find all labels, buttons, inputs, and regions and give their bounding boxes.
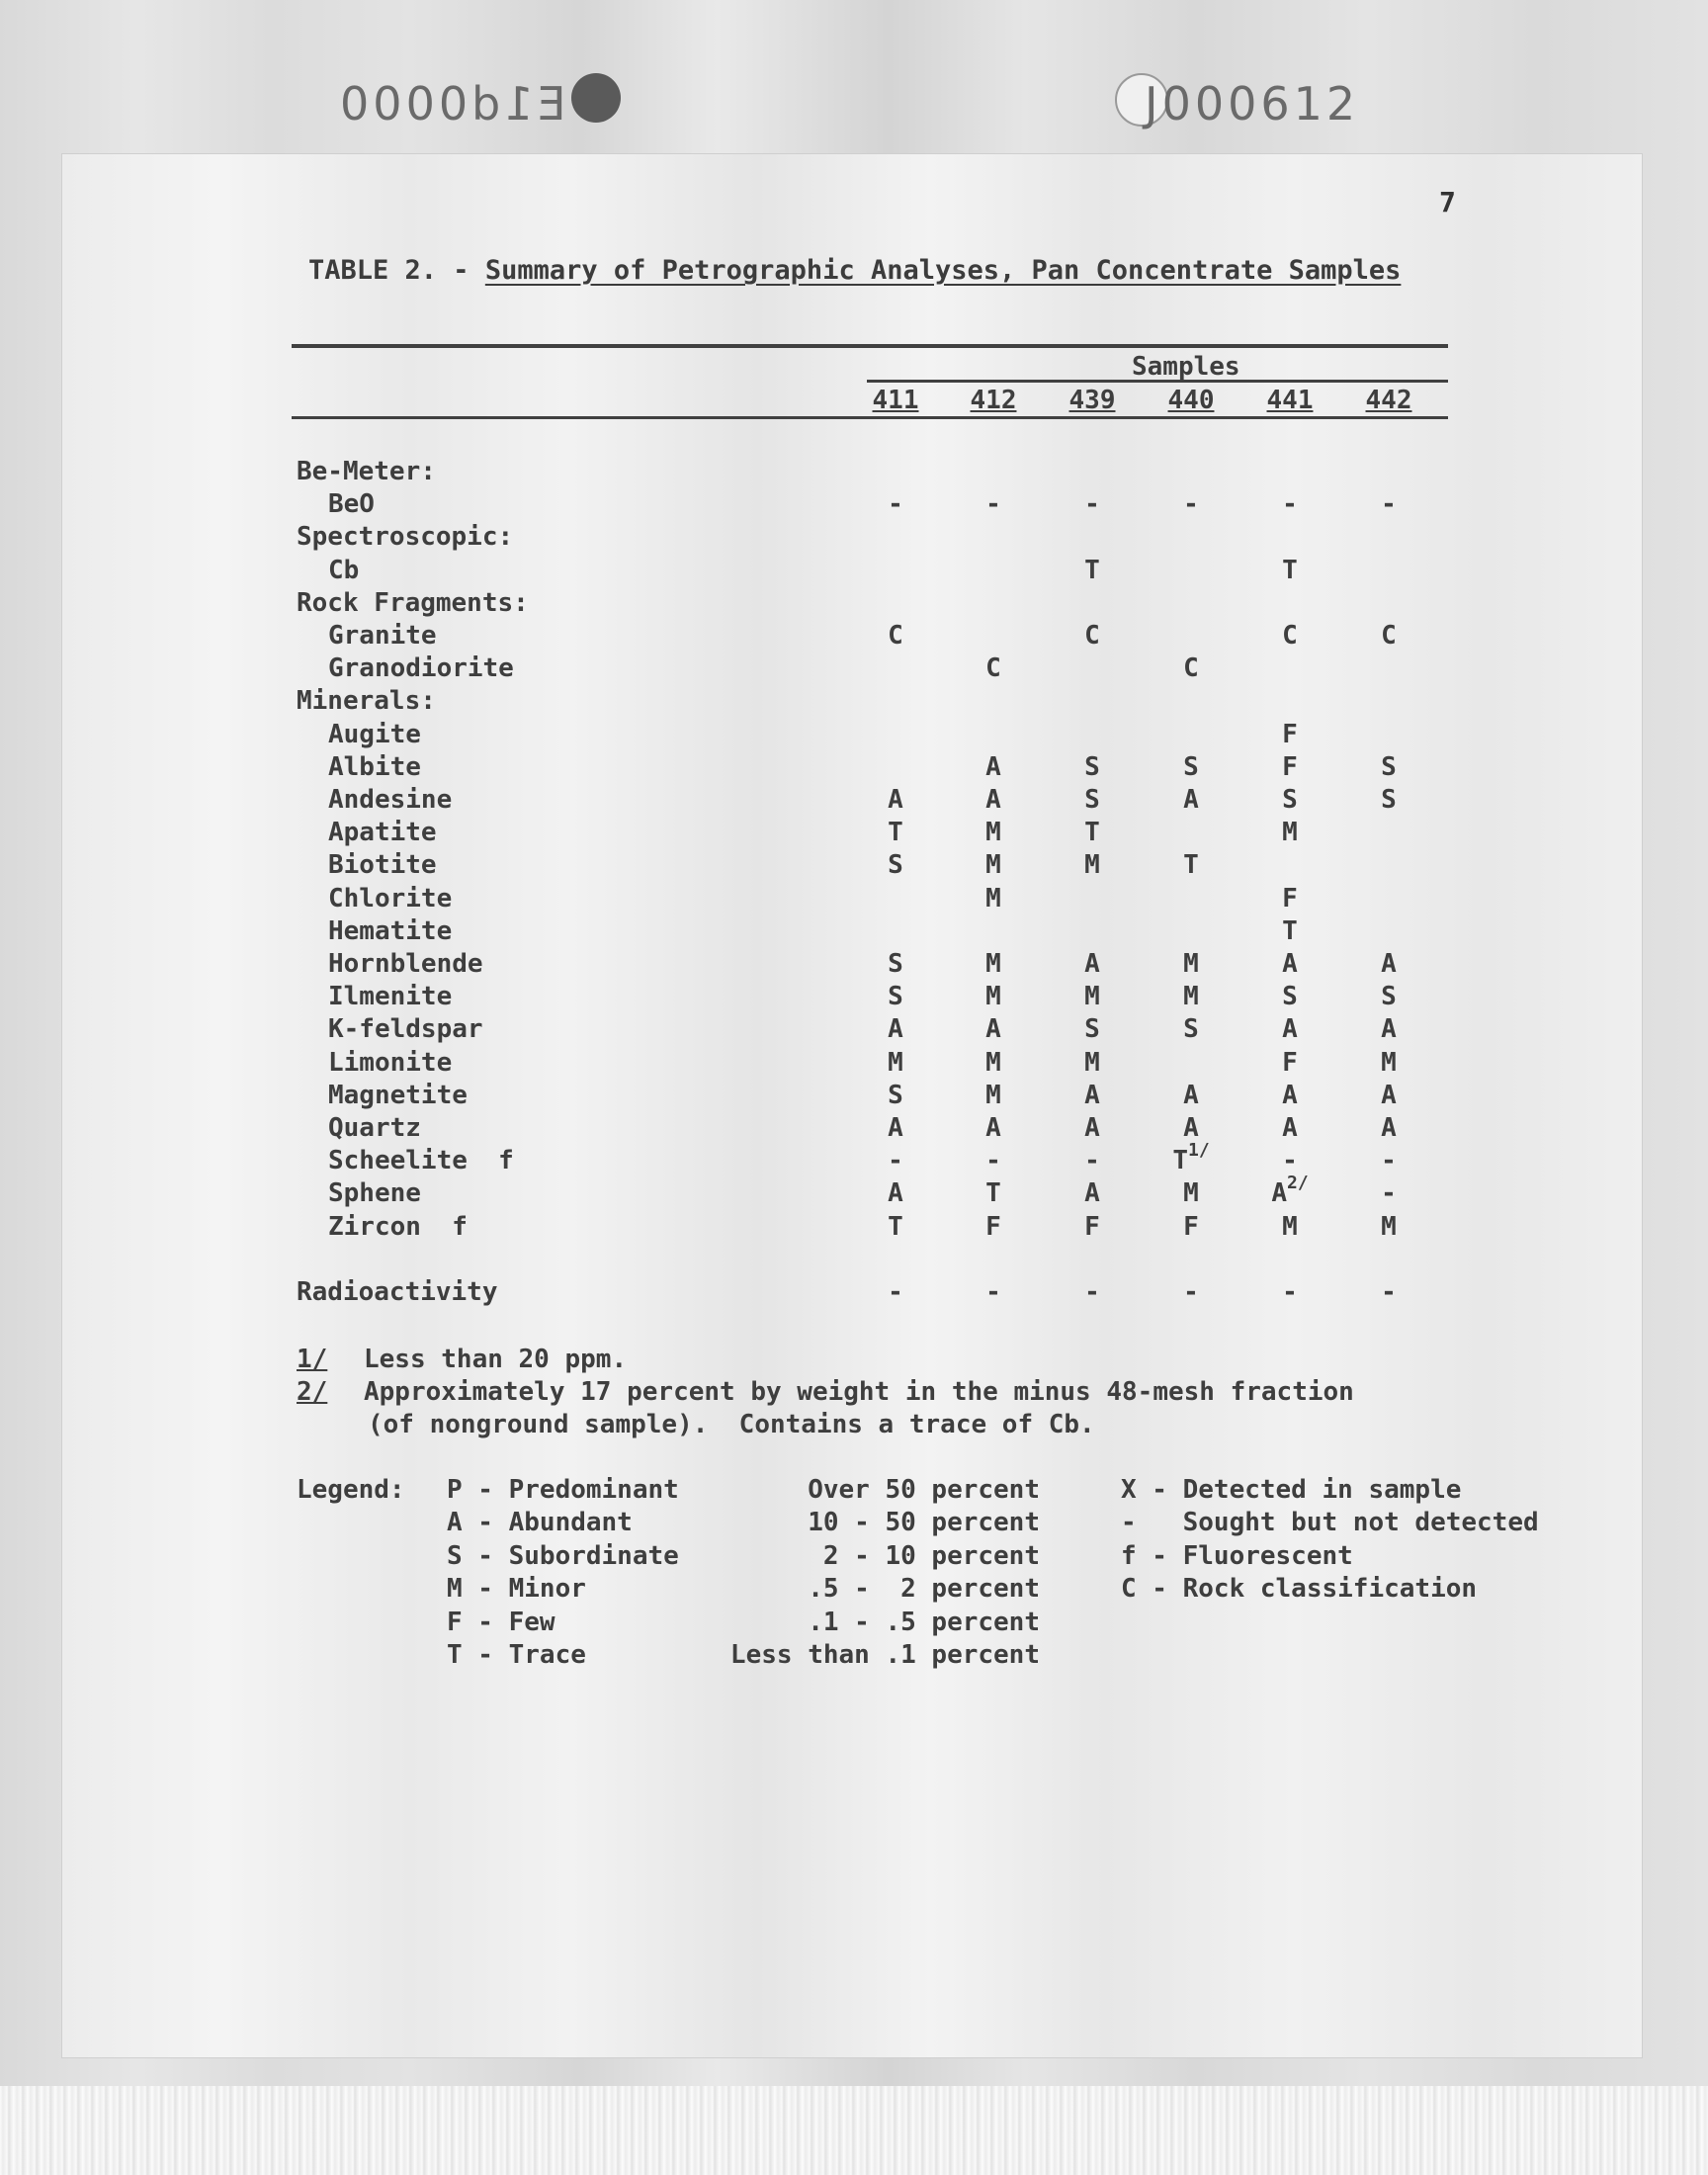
row-label: Cb bbox=[328, 555, 360, 585]
table-cell: A bbox=[1183, 785, 1199, 815]
column-header-442: 442 bbox=[1365, 386, 1412, 415]
footnote-mark: 1/ bbox=[297, 1345, 328, 1374]
page-number: 7 bbox=[1439, 186, 1456, 218]
radioactivity-label: Radioactivity bbox=[297, 1277, 498, 1307]
table-cell: C bbox=[1084, 621, 1100, 651]
row-label: Hornblende bbox=[328, 949, 483, 979]
section-label: Minerals: bbox=[297, 686, 436, 717]
table-cell: F bbox=[1282, 1047, 1298, 1078]
table-cell: - bbox=[1381, 489, 1397, 520]
footnote-text: Approximately 17 percent by weight in the minus 48-mesh fraction bbox=[364, 1377, 1354, 1407]
table-cell: - bbox=[1381, 1277, 1397, 1307]
table-cell: - bbox=[1084, 1277, 1100, 1307]
row-label: Andesine bbox=[328, 785, 453, 815]
legend-code: T - Trace bbox=[447, 1640, 586, 1670]
table-cell: T bbox=[1084, 818, 1100, 848]
table-cell: - bbox=[1282, 1277, 1298, 1307]
table-cell: A bbox=[1381, 1080, 1397, 1110]
table-cell: - bbox=[1084, 489, 1100, 520]
table-top-rule bbox=[292, 344, 1448, 348]
legend-code: A - Abundant bbox=[447, 1508, 633, 1538]
table-cell: A bbox=[888, 1113, 903, 1143]
legend-range: Over 50 percent bbox=[808, 1475, 1040, 1505]
table-cell: - bbox=[1183, 1277, 1199, 1307]
table-cell: M bbox=[1084, 850, 1100, 881]
table-cell: S bbox=[1381, 751, 1397, 782]
legend-range: 2 - 10 percent bbox=[822, 1540, 1040, 1571]
table-cell: A bbox=[1381, 1014, 1397, 1045]
table-cell: M bbox=[1183, 1178, 1199, 1209]
table-cell: S bbox=[888, 850, 903, 881]
table-cell: S bbox=[1084, 1014, 1100, 1045]
table-cell: A bbox=[1282, 1113, 1298, 1143]
punch-hole-left bbox=[571, 73, 621, 123]
table-cell: A bbox=[1183, 1080, 1199, 1110]
table-cell: T bbox=[1183, 850, 1199, 881]
table-cell: A bbox=[888, 1178, 903, 1209]
section-label: Spectroscopic: bbox=[297, 522, 514, 553]
table-cell: M bbox=[1381, 1211, 1397, 1242]
table-cell: F bbox=[985, 1211, 1001, 1242]
table-cell: A bbox=[888, 1014, 903, 1045]
legend-symbol: C - Rock classification bbox=[1121, 1574, 1478, 1605]
table-cell: - bbox=[985, 489, 1001, 520]
row-label: Granite bbox=[328, 621, 437, 651]
table-cell: - bbox=[888, 489, 903, 520]
table-cell: S bbox=[1183, 751, 1199, 782]
table-cell: T bbox=[888, 818, 903, 848]
table-cell: A bbox=[985, 751, 1001, 782]
column-header-440: 440 bbox=[1167, 386, 1215, 415]
header-bottom-rule bbox=[292, 416, 1448, 419]
table-cell: F bbox=[1282, 751, 1298, 782]
table-cell: F bbox=[1084, 1211, 1100, 1242]
stamp-right: J000612 bbox=[1145, 77, 1360, 130]
table-cell: M bbox=[985, 1080, 1001, 1110]
table-cell: A$^{2/}$ bbox=[1271, 1173, 1309, 1209]
table-cell: M bbox=[985, 1047, 1001, 1078]
table-cell: C bbox=[1282, 621, 1298, 651]
table-cell: S bbox=[1381, 982, 1397, 1012]
table-cell: - bbox=[1183, 489, 1199, 520]
table-cell: S bbox=[1084, 751, 1100, 782]
table-cell: - bbox=[1282, 489, 1298, 520]
table-cell: A bbox=[1381, 1113, 1397, 1143]
table-cell: A bbox=[1282, 949, 1298, 979]
row-label: Limonite bbox=[328, 1047, 453, 1078]
table-cell: - bbox=[985, 1277, 1001, 1307]
table-cell: S bbox=[1084, 785, 1100, 815]
table-cell: - bbox=[888, 1277, 903, 1307]
legend-code: F - Few bbox=[447, 1607, 555, 1637]
row-label: Biotite bbox=[328, 850, 437, 881]
legend-symbol: - Sought but not detected bbox=[1121, 1508, 1539, 1538]
table-cell: M bbox=[985, 818, 1001, 848]
table-cell: A bbox=[1282, 1014, 1298, 1045]
legend-symbol: f - Fluorescent bbox=[1121, 1540, 1353, 1571]
table-cell: S bbox=[1282, 982, 1298, 1012]
table-cell: M bbox=[985, 883, 1001, 914]
legend-code: S - Subordinate bbox=[447, 1540, 679, 1571]
table-cell: C bbox=[1381, 621, 1397, 651]
table-cell: A bbox=[1282, 1080, 1298, 1110]
table-cell: A bbox=[985, 1014, 1001, 1045]
table-cell: M bbox=[1381, 1047, 1397, 1078]
samples-header: Samples bbox=[1132, 352, 1240, 382]
table-cell: T bbox=[985, 1178, 1001, 1209]
row-label: Albite bbox=[328, 751, 421, 782]
table-cell: M bbox=[888, 1047, 903, 1078]
table-title-main: Summary of Petrographic Analyses, Pan Concentrate Samples bbox=[484, 255, 1402, 286]
stamp-left: E1d0000 bbox=[336, 77, 566, 130]
table-title bbox=[308, 255, 1401, 286]
table-cell: M bbox=[985, 982, 1001, 1012]
table-cell: M bbox=[1183, 982, 1199, 1012]
table-cell: M bbox=[1282, 818, 1298, 848]
table-cell: T bbox=[1282, 915, 1298, 946]
table-cell: A bbox=[1084, 1080, 1100, 1110]
table-cell: S bbox=[1381, 785, 1397, 815]
table-cell: T$^{1/}$ bbox=[1172, 1140, 1210, 1176]
column-header-412: 412 bbox=[970, 386, 1017, 415]
row-label: Zircon f bbox=[328, 1211, 468, 1242]
row-label: BeO bbox=[328, 489, 375, 520]
row-label: Apatite bbox=[328, 818, 437, 848]
row-label: Ilmenite bbox=[328, 982, 453, 1012]
column-header-439: 439 bbox=[1068, 386, 1116, 415]
table-cell: T bbox=[888, 1211, 903, 1242]
table-cell: - bbox=[1381, 1178, 1397, 1209]
table-cell: F bbox=[1282, 883, 1298, 914]
legend-range: 10 - 50 percent bbox=[808, 1508, 1040, 1538]
table-cell: M bbox=[1084, 1047, 1100, 1078]
table-cell: - bbox=[1282, 1146, 1298, 1176]
table-cell: S bbox=[888, 1080, 903, 1110]
table-cell: A bbox=[1084, 1178, 1100, 1209]
table-cell: M bbox=[1282, 1211, 1298, 1242]
section-label: Be-Meter: bbox=[297, 457, 436, 486]
row-label: Chlorite bbox=[328, 883, 453, 914]
table-cell: - bbox=[1381, 1146, 1397, 1176]
table-cell: A bbox=[888, 785, 903, 815]
table-title-prefix: TABLE 2. - bbox=[308, 255, 470, 286]
table-cell: F bbox=[1183, 1211, 1199, 1242]
legend-code: P - Predominant bbox=[447, 1475, 679, 1505]
table-cell: M bbox=[1183, 949, 1199, 979]
table-cell: M bbox=[985, 850, 1001, 881]
column-header-411: 411 bbox=[872, 386, 919, 415]
footnote-text: (of nonground sample). Contains a trace of Cb. bbox=[368, 1410, 1095, 1439]
table-cell: C bbox=[1183, 653, 1199, 684]
legend-range: .1 - .5 percent bbox=[808, 1607, 1040, 1637]
legend-range: Less than .1 percent bbox=[729, 1640, 1040, 1670]
table-cell: A bbox=[985, 785, 1001, 815]
footnote-mark: 2/ bbox=[297, 1377, 328, 1407]
footnote-text: Less than 20 ppm. bbox=[364, 1345, 628, 1374]
table-cell: - bbox=[985, 1146, 1001, 1176]
table-cell: S bbox=[888, 949, 903, 979]
legend-code: M - Minor bbox=[447, 1574, 586, 1605]
row-label: K-feldspar bbox=[328, 1014, 483, 1045]
row-label: Scheelite f bbox=[328, 1146, 514, 1176]
table-cell: F bbox=[1282, 719, 1298, 749]
table-cell: A bbox=[1084, 1113, 1100, 1143]
table-cell: A bbox=[1381, 949, 1397, 979]
row-label: Sphene bbox=[328, 1178, 421, 1209]
table-cell: M bbox=[985, 949, 1001, 979]
row-label: Hematite bbox=[328, 915, 453, 946]
table-cell: T bbox=[1084, 555, 1100, 585]
section-label: Rock Fragments: bbox=[297, 587, 529, 618]
table-cell: - bbox=[1084, 1146, 1100, 1176]
row-label: Magnetite bbox=[328, 1080, 468, 1110]
table-cell: T bbox=[1282, 555, 1298, 585]
scan-edge-stripe bbox=[0, 2086, 1708, 2175]
table-cell: S bbox=[1282, 785, 1298, 815]
table-cell: M bbox=[1084, 982, 1100, 1012]
row-label: Quartz bbox=[328, 1113, 421, 1143]
row-label: Granodiorite bbox=[328, 653, 514, 684]
table-cell: C bbox=[888, 621, 903, 651]
table-cell: S bbox=[888, 982, 903, 1012]
table-cell: - bbox=[888, 1146, 903, 1176]
footnote-ref: 1/ bbox=[1187, 1140, 1210, 1162]
table-cell: S bbox=[1183, 1014, 1199, 1045]
legend-symbol: X - Detected in sample bbox=[1121, 1475, 1462, 1505]
column-header-441: 441 bbox=[1266, 386, 1314, 415]
table-cell: A bbox=[1183, 1113, 1199, 1143]
legend-label: Legend: bbox=[297, 1475, 405, 1505]
table-cell: C bbox=[985, 653, 1001, 684]
table-cell: A bbox=[985, 1113, 1001, 1143]
footnote-ref: 2/ bbox=[1286, 1173, 1309, 1194]
table-cell: A bbox=[1084, 949, 1100, 979]
legend-range: .5 - 2 percent bbox=[808, 1574, 1040, 1605]
row-label: Augite bbox=[328, 719, 421, 749]
